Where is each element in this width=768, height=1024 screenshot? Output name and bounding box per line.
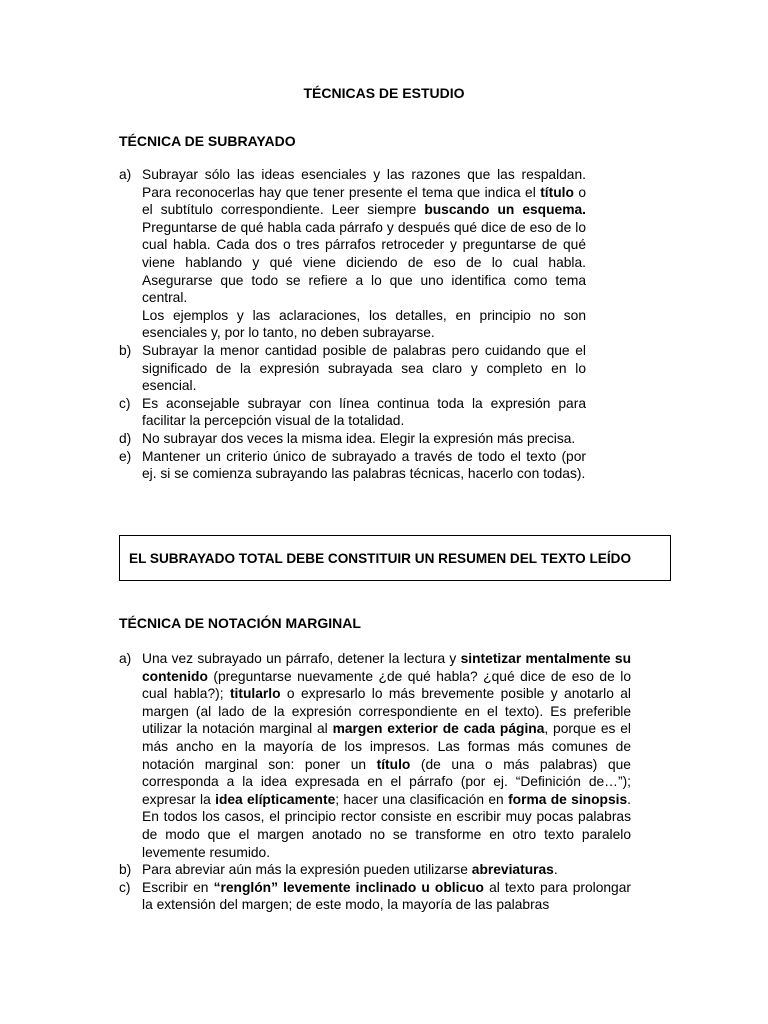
list-item-text: Escribir en “renglón” levemente inclinado u oblicuo al texto para prolongar la extensión del margen; de este modo, la mayoría de las palabras	[142, 879, 631, 913]
list-item-label: c)	[119, 879, 131, 895]
list-item-text: Subrayar la menor cantidad posible de palabras pero cuidando que el significado de la expresión subrayada sea claro y completo en lo esencial.	[142, 342, 586, 394]
list-item	[119, 861, 631, 879]
list-item-label: e)	[119, 448, 132, 464]
list-item	[119, 395, 586, 430]
section-heading-notacion: TÉCNICA DE NOTACIÓN MARGINAL	[119, 615, 361, 631]
list-item-label: d)	[119, 430, 132, 446]
notacion-list	[119, 650, 631, 914]
list-item	[119, 166, 586, 342]
summary-box-text: EL SUBRAYADO TOTAL DEBE CONSTITUIR UN RESUMEN DEL TEXTO LEÍDO	[129, 550, 632, 566]
list-item-text: Mantener un criterio único de subrayado a través de todo el texto (por ej. si se comienza subrayando las palabras técnicas, hacerlo con todas).	[142, 448, 586, 482]
list-item-text: Una vez subrayado un párrafo, detener la lectura y sintetizar mentalmente su contenido (preguntarse nuevamente ¿de qué habla? ¿qué dice de eso de lo cual habla?); titularlo o expresarlo lo más brevemente posible y anotarlo al margen (al lado de la expresión correspondiente en el texto). Es preferible utilizar la notación marginal al margen exterior de cada página, porque es el más ancho en la mayoría de los impresos. Las formas más comunes de notación marginal son: poner un título (de una o más palabras) que corresponda a la idea expresada en el párrafo (por ej. “Definición de…”); expresar la idea elípticamente; hacer una clasificación en forma de sinopsis. En todos los casos, el principio rector consiste en escribir muy pocas palabras de modo que el margen anotado no se transforme en otro texto paralelo levemente resumido.	[142, 651, 631, 860]
list-item	[119, 650, 631, 861]
page-title: TÉCNICAS DE ESTUDIO	[303, 85, 465, 101]
list-item-label: a)	[119, 167, 132, 182]
list-item	[119, 448, 586, 483]
list-item-text: No subrayar dos veces la misma idea. Elegir la expresión más precisa.	[142, 430, 576, 446]
list-item-text: Para abreviar aún más la expresión pueden utilizarse abreviaturas.	[142, 862, 558, 878]
list-item-label: c)	[119, 395, 131, 411]
list-item	[119, 879, 631, 914]
list-item-label: b)	[119, 862, 132, 878]
summary-box	[119, 535, 671, 581]
list-item-label: b)	[119, 342, 132, 358]
list-item-text: Subrayar sólo las ideas esenciales y las razones que las respaldan. Para reconocerlas hay que tener presente el tema que indica el título o el subtítulo correspondiente. Leer siempre buscando un esquema. Preguntarse de qué habla cada párrafo y después qué dice de eso de lo cual habla. Cada dos o tres párrafos retroceder y preguntarse de qué viene hablando y qué viene diciendo de eso de lo cual habla. Asegurarse que todo se refiere a lo que uno identifica como tema central. Los ejemplos y las aclaraciones, los detalles, en principio no son esenciales y, por lo tanto, no deben subrayarse.	[142, 167, 586, 341]
list-item	[119, 430, 586, 448]
subrayado-list	[119, 166, 586, 483]
list-item-text: Es aconsejable subrayar con línea continua toda la expresión para facilitar la percepción visual de la totalidad.	[142, 395, 586, 429]
section-heading-subrayado: TÉCNICA DE SUBRAYADO	[119, 133, 296, 149]
list-item-label: a)	[119, 651, 132, 666]
list-item	[119, 342, 586, 395]
